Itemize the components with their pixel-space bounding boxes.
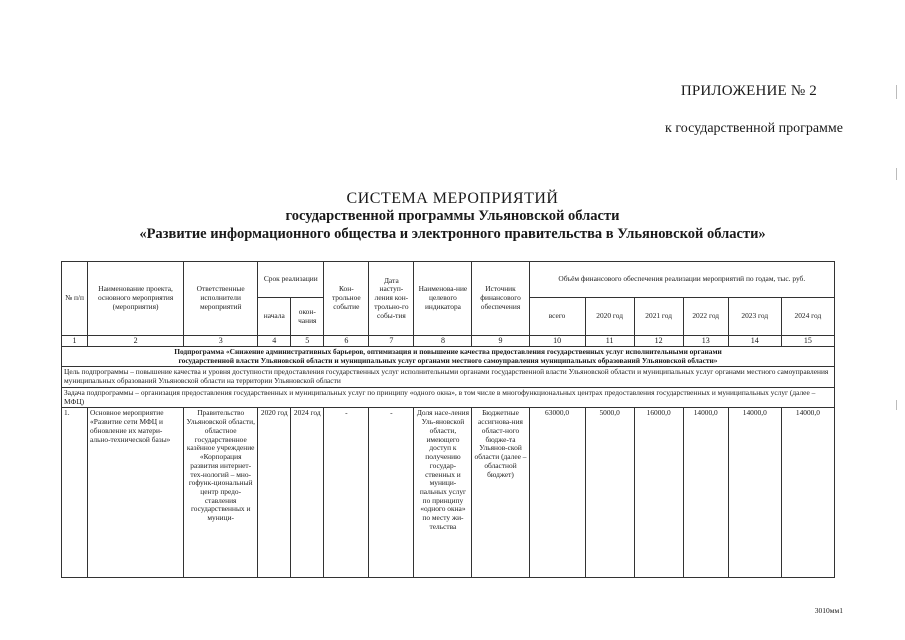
row-2020: 5000,0 <box>585 408 634 578</box>
header-executors: Ответственные исполнители мероприятий <box>184 262 258 336</box>
header-control-event: Кон-трольное событие <box>324 262 369 336</box>
column-number: 9 <box>472 336 529 347</box>
column-number: 11 <box>585 336 634 347</box>
document-code: 3010мм1 <box>814 606 843 615</box>
header-period-end: окон-чания <box>291 298 324 336</box>
column-number: 2 <box>88 336 184 347</box>
subprogram-title: Подпрограмма «Снижение административных барьеров, оптимизация и повышение качества предоставления государственных услуг исполнительными органами государственной власти Ульяновской области и муниципальных услуг органами местного самоуправления муниципальных образований Ульяновской области» <box>62 347 835 367</box>
header-total: всего <box>529 298 585 336</box>
header-name: Наименование проекта, основного мероприятия (мероприятия) <box>88 262 184 336</box>
scan-mark <box>896 400 897 410</box>
header-period-start: начала <box>258 298 291 336</box>
row-2021: 16000,0 <box>634 408 683 578</box>
column-number: 8 <box>414 336 472 347</box>
row-control-date: - <box>369 408 414 578</box>
column-number: 4 <box>258 336 291 347</box>
row-name: Основное мероприятие «Развитие сети МФЦ и обновление их матери-ально-технической базы» <box>88 408 184 578</box>
column-number: 14 <box>728 336 781 347</box>
header-num: № п/п <box>62 262 88 336</box>
header-year-2021: 2021 год <box>634 298 683 336</box>
scan-mark <box>896 168 897 180</box>
header-sources: Источник финансового обеспечения <box>472 262 529 336</box>
document-title: СИСТЕМА МЕРОПРИЯТИЙ <box>346 190 559 207</box>
appendix-reference: к государственной программе <box>665 121 843 136</box>
column-number: 15 <box>781 336 834 347</box>
row-start: 2020 год <box>258 408 291 578</box>
row-2023: 14000,0 <box>728 408 781 578</box>
row-indicator: Доля насе-ления Уль-яновской области, имеющего доступ к получению государ-ственных и муници-пальных услуг по принципу «одного окна» по месту жи-тельства <box>414 408 472 578</box>
header-year-2024: 2024 год <box>781 298 834 336</box>
appendix-number: ПРИЛОЖЕНИЕ № 2 <box>680 83 817 99</box>
header-indicator: Наименова-ние целевого индикатора <box>414 262 472 336</box>
column-number: 5 <box>291 336 324 347</box>
row-2024: 14000,0 <box>781 408 834 578</box>
row-total: 63000,0 <box>529 408 585 578</box>
header-year-2023: 2023 год <box>728 298 781 336</box>
column-number: 7 <box>369 336 414 347</box>
table-row <box>62 408 835 578</box>
subprogram-task: Задача подпрограммы – организация предоставления государственных и муниципальных услуг по принципу «одного окна», в том числе в многофункциональных центрах предоставления государственных и муниципальных услуг (далее – МФЦ) <box>62 387 835 407</box>
column-number: 1 <box>62 336 88 347</box>
scan-mark <box>896 85 897 99</box>
measures-table <box>61 261 835 578</box>
header-year-2022: 2022 год <box>683 298 728 336</box>
column-number: 3 <box>184 336 258 347</box>
document-subtitle: государственной программы Ульяновской области <box>285 208 620 224</box>
column-number: 10 <box>529 336 585 347</box>
header-period: Срок реализации <box>258 262 324 298</box>
row-executor: Правительство Ульяновской области, областное государственное казённое учреждение «Корпорация развития интернет-тех-нологий – мно-гофунк-циональный центр предо-ставления государственных и муници- <box>184 408 258 578</box>
column-number: 6 <box>324 336 369 347</box>
row-control-event: - <box>324 408 369 578</box>
row-2022: 14000,0 <box>683 408 728 578</box>
header-year-2020: 2020 год <box>585 298 634 336</box>
column-number: 13 <box>683 336 728 347</box>
row-end: 2024 год <box>291 408 324 578</box>
header-funding: Объём финансового обеспечения реализации мероприятий по годам, тыс. руб. <box>529 262 834 298</box>
row-source: Бюджетные ассигнова-ния област-ного бюдже-та Ульянов-ской области (далее – областной бюджет) <box>472 408 529 578</box>
row-num: 1. <box>62 408 88 578</box>
column-number: 12 <box>634 336 683 347</box>
header-control-date: Дата наступ-ления кон-трольно-го собы-тия <box>369 262 414 336</box>
program-name: «Развитие информационного общества и электронного правительства в Ульяновской области» <box>139 226 766 242</box>
subprogram-goal: Цель подпрограммы – повышение качества и уровня доступности предоставления государственных услуг исполнительными органами государственной власти Ульяновской области и муниципальных услуг органами местного самоуправления муниципальных образований Ульяновской области на территории Ульяновской области <box>62 367 835 387</box>
